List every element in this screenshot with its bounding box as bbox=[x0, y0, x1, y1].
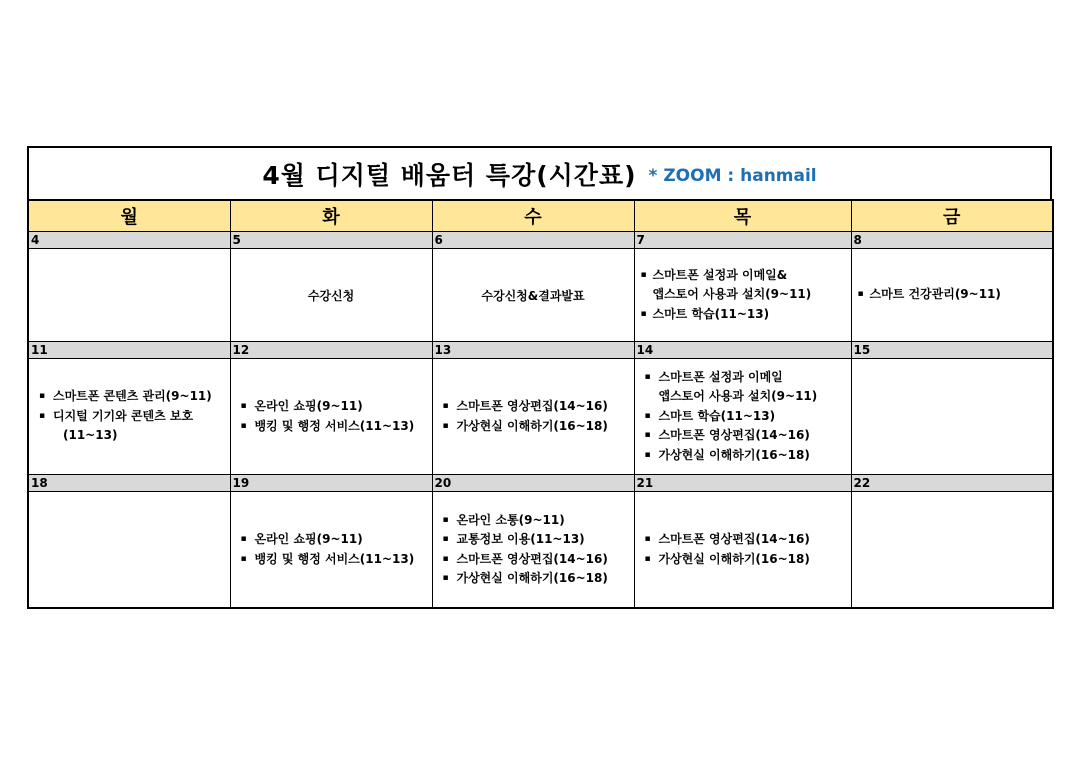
date-cell: 11 bbox=[28, 342, 230, 359]
date-cell: 6 bbox=[432, 232, 634, 249]
schedule-cell bbox=[230, 359, 432, 475]
schedule-row-week3 bbox=[28, 492, 1053, 609]
class-item: ▪ 가상현실 이해하기(16~18) bbox=[439, 417, 634, 437]
date-cell: 15 bbox=[851, 342, 1053, 359]
date-cell: 21 bbox=[634, 475, 851, 492]
schedule-cell bbox=[28, 359, 230, 475]
day-header-tue: 화 bbox=[230, 200, 432, 232]
schedule-cell-registration-results bbox=[432, 249, 634, 342]
class-item: ▪ 뱅킹 및 행정 서비스(11~13) bbox=[237, 550, 432, 570]
date-cell: 12 bbox=[230, 342, 432, 359]
registration-label: 수강신청 bbox=[307, 288, 355, 303]
schedule-row-week2 bbox=[28, 359, 1053, 475]
day-header-fri: 금 bbox=[851, 200, 1053, 232]
class-item: ▪ 스마트폰 설정과 이메일& 앱스토어 사용과 설치(9~11) bbox=[641, 266, 851, 305]
class-item: ▪ 교통정보 이용(11~13) bbox=[439, 530, 634, 550]
class-item: ▪ 스마트폰 영상편집(14~16) bbox=[439, 550, 634, 570]
schedule-cell bbox=[634, 359, 851, 475]
schedule-row-week1 bbox=[28, 249, 1053, 342]
schedule-cell-empty bbox=[28, 492, 230, 609]
schedule-cell bbox=[230, 492, 432, 609]
class-item: ▪ 뱅킹 및 행정 서비스(11~13) bbox=[237, 417, 432, 437]
class-item: ▪ 스마트 건강관리(9~11) bbox=[858, 285, 1053, 305]
zoom-info: * ZOOM : hanmail bbox=[648, 165, 817, 186]
schedule-cell bbox=[634, 249, 851, 342]
class-item: ▪ 스마트폰 영상편집(14~16) bbox=[439, 397, 634, 417]
class-item: ▪ 스마트 학습(11~13) bbox=[641, 407, 851, 427]
page-title: 4월 디지털 배움터 특강(시간표) bbox=[262, 160, 637, 190]
schedule-cell-registration bbox=[230, 249, 432, 342]
day-header-thu: 목 bbox=[634, 200, 851, 232]
title-row bbox=[27, 146, 1052, 199]
class-item: ▪ 디지털 기기와 콘텐츠 보호 (11~13) bbox=[35, 407, 230, 446]
date-cell: 8 bbox=[851, 232, 1053, 249]
date-cell: 4 bbox=[28, 232, 230, 249]
schedule-cell bbox=[432, 359, 634, 475]
date-row-week2 bbox=[28, 342, 1053, 359]
date-row-week1 bbox=[28, 232, 1053, 249]
class-item: ▪ 스마트폰 설정과 이메일 앱스토어 사용과 설치(9~11) bbox=[641, 368, 851, 407]
class-item: ▪ 온라인 소통(9~11) bbox=[439, 511, 634, 531]
class-list bbox=[635, 266, 851, 325]
class-list bbox=[29, 387, 230, 446]
schedule-cell-empty bbox=[851, 359, 1053, 475]
day-header-mon: 월 bbox=[28, 200, 230, 232]
class-item: ▪ 스마트폰 콘텐츠 관리(9~11) bbox=[35, 387, 230, 407]
class-item: ▪ 가상현실 이해하기(16~18) bbox=[641, 550, 851, 570]
date-cell: 5 bbox=[230, 232, 432, 249]
schedule-cell bbox=[432, 492, 634, 609]
class-item: ▪ 가상현실 이해하기(16~18) bbox=[439, 569, 634, 589]
class-item: ▪ 가상현실 이해하기(16~18) bbox=[641, 446, 851, 466]
class-list bbox=[433, 511, 634, 589]
day-header-wed: 수 bbox=[432, 200, 634, 232]
date-cell: 22 bbox=[851, 475, 1053, 492]
date-cell: 14 bbox=[634, 342, 851, 359]
class-item: ▪ 온라인 쇼핑(9~11) bbox=[237, 397, 432, 417]
date-cell: 20 bbox=[432, 475, 634, 492]
schedule-cell bbox=[634, 492, 851, 609]
date-cell: 18 bbox=[28, 475, 230, 492]
class-item: ▪ 온라인 쇼핑(9~11) bbox=[237, 530, 432, 550]
class-item: ▪ 스마트 학습(11~13) bbox=[641, 305, 851, 325]
schedule-cell bbox=[851, 249, 1053, 342]
class-item: ▪ 스마트폰 영상편집(14~16) bbox=[641, 426, 851, 446]
class-list bbox=[852, 285, 1053, 305]
class-list bbox=[635, 530, 851, 569]
schedule-cell-empty bbox=[851, 492, 1053, 609]
date-cell: 7 bbox=[634, 232, 851, 249]
class-list bbox=[433, 397, 634, 436]
class-list bbox=[231, 397, 432, 436]
day-header-row bbox=[28, 200, 1053, 232]
class-list bbox=[231, 530, 432, 569]
class-list bbox=[635, 368, 851, 466]
timetable bbox=[27, 199, 1054, 609]
date-cell: 19 bbox=[230, 475, 432, 492]
class-item: ▪ 스마트폰 영상편집(14~16) bbox=[641, 530, 851, 550]
schedule-sheet bbox=[27, 146, 1052, 609]
schedule-cell-empty bbox=[28, 249, 230, 342]
registration-results-label: 수강신청&결과발표 bbox=[481, 288, 585, 303]
date-row-week3 bbox=[28, 475, 1053, 492]
date-cell: 13 bbox=[432, 342, 634, 359]
